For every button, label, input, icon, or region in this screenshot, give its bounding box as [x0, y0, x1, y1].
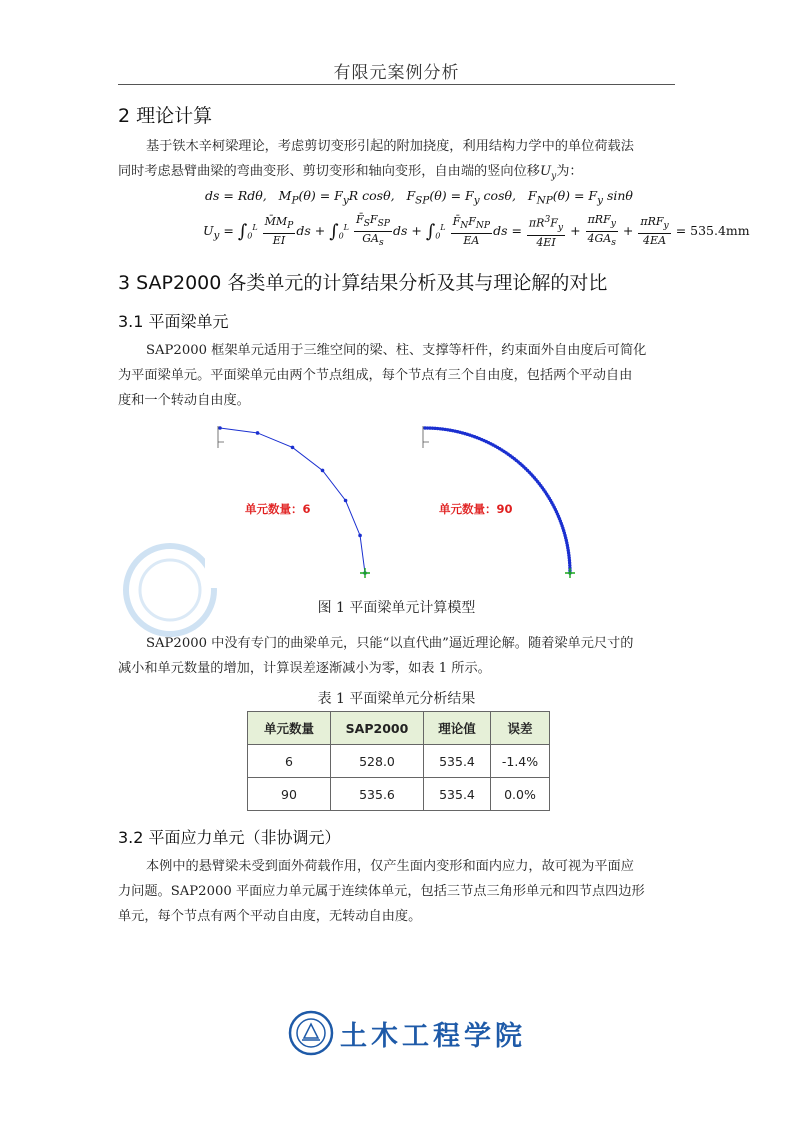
section-3-1-paragraph — [118, 338, 675, 413]
right-model-label: 单元数量：90 — [439, 502, 513, 516]
table-row — [248, 778, 550, 811]
para-line: 减小和单元数量的增加，计算误差逐渐减小为零，如表 1 所示。 — [118, 661, 491, 676]
table-header-cell: 单元数量 — [248, 712, 331, 745]
para-line: 为平面梁单元。平面梁单元由两个节点组成，每个节点有三个自由度，包括两个平动自由 — [118, 368, 633, 383]
para-line: 基于铁木辛柯梁理论，考虑剪切变形引起的附加挠度，利用结构力学中的单位荷载法 — [146, 139, 634, 154]
beam-node — [358, 534, 362, 538]
table-cell: 535.4 — [424, 778, 491, 811]
section-2-paragraph — [118, 134, 675, 190]
table-cell: 528.0 — [331, 745, 424, 778]
para-line: 力问题。SAP2000 平面应力单元属于连续体单元，包括三节点三角形单元和四节点四边形 — [118, 884, 645, 899]
section-3-1-paragraph-2 — [118, 631, 675, 681]
beam-node — [218, 426, 222, 430]
table-header-row — [248, 712, 550, 745]
university-seal-icon — [288, 1010, 334, 1056]
table-cell: 535.4 — [424, 745, 491, 778]
section-2-heading: 2 理论计算 — [118, 105, 213, 127]
figure-beam-models — [205, 418, 655, 588]
beam-node — [256, 431, 260, 435]
page-header-title: 有限元案例分析 — [333, 63, 460, 83]
figure-1-caption: 图 1 平面梁单元计算模型 — [317, 600, 476, 616]
beam-node — [291, 446, 295, 450]
section-3-2-heading: 3.2 平面应力单元（非协调元） — [118, 828, 341, 847]
footer-school-name: 土木工程学院 — [340, 1021, 526, 1052]
para-line: SAP2000 中没有专门的曲梁单元，只能“以直代曲”逼近理论解。随着梁单元尺寸的 — [146, 636, 634, 651]
beam-node — [344, 499, 348, 503]
left-model-label: 单元数量：6 — [245, 502, 311, 516]
para-line: 单元，每个节点有两个平动自由度，无转动自由度。 — [118, 909, 422, 924]
para-line: 同时考虑悬臂曲梁的弯曲变形、剪切变形和轴向变形，自由端的竖向位移$U_y$为： — [118, 164, 583, 182]
section-3-1-heading: 3.1 平面梁单元 — [118, 312, 229, 331]
section-3-2-paragraph — [118, 854, 675, 929]
para-line: 本例中的悬臂梁未受到面外荷载作用，仅产生面内变形和面内应力，故可视为平面应 — [146, 859, 634, 874]
table-1-caption: 表 1 平面梁单元分析结果 — [317, 691, 476, 707]
table-row — [248, 745, 550, 778]
table-cell: 0.0% — [491, 778, 550, 811]
table-cell: 90 — [248, 778, 331, 811]
table-cell: -1.4% — [491, 745, 550, 778]
results-table — [247, 711, 550, 811]
beam-node — [321, 469, 325, 473]
para-line: 度和一个转动自由度。 — [118, 393, 250, 408]
equation-1: ds = Rdθ, $M_P(\theta) = F_yR$ cosθ, $F_{SP}(\theta) = F_y$ cosθ, $F_{NP}(\theta) = F_y$ sinθ — [205, 188, 633, 207]
table-header-cell: 理论值 — [424, 712, 491, 745]
equation-2: $U_y = \int_0^L$ $\frac{M̄M_P}{EI}$ ds + $\int_0^L$ $\frac{F̄_SF_{SP}}{GA_s}$ ds + $\int_0^L$ $\frac{F̄_NF_{NP}}{EA}$ ds = $\frac{\pi R^3F_y}{4EI}$ + $\frac{\pi RF_y}{4GA_s}$ + $\frac{\pi RF_y}{4EA}$ = 535.4mm — [203, 213, 750, 250]
footer-logo — [288, 1008, 528, 1056]
header-rule — [118, 84, 675, 85]
section-3-heading: 3 SAP2000 各类单元的计算结果分析及其与理论解的对比 — [118, 272, 608, 294]
table-header-cell: SAP2000 — [331, 712, 424, 745]
para-line: SAP2000 框架单元适用于三维空间的梁、柱、支撑等杆件，约束面外自由度后可简化 — [146, 343, 647, 358]
table-cell: 535.6 — [331, 778, 424, 811]
table-cell: 6 — [248, 745, 331, 778]
table-header-cell: 误差 — [491, 712, 550, 745]
